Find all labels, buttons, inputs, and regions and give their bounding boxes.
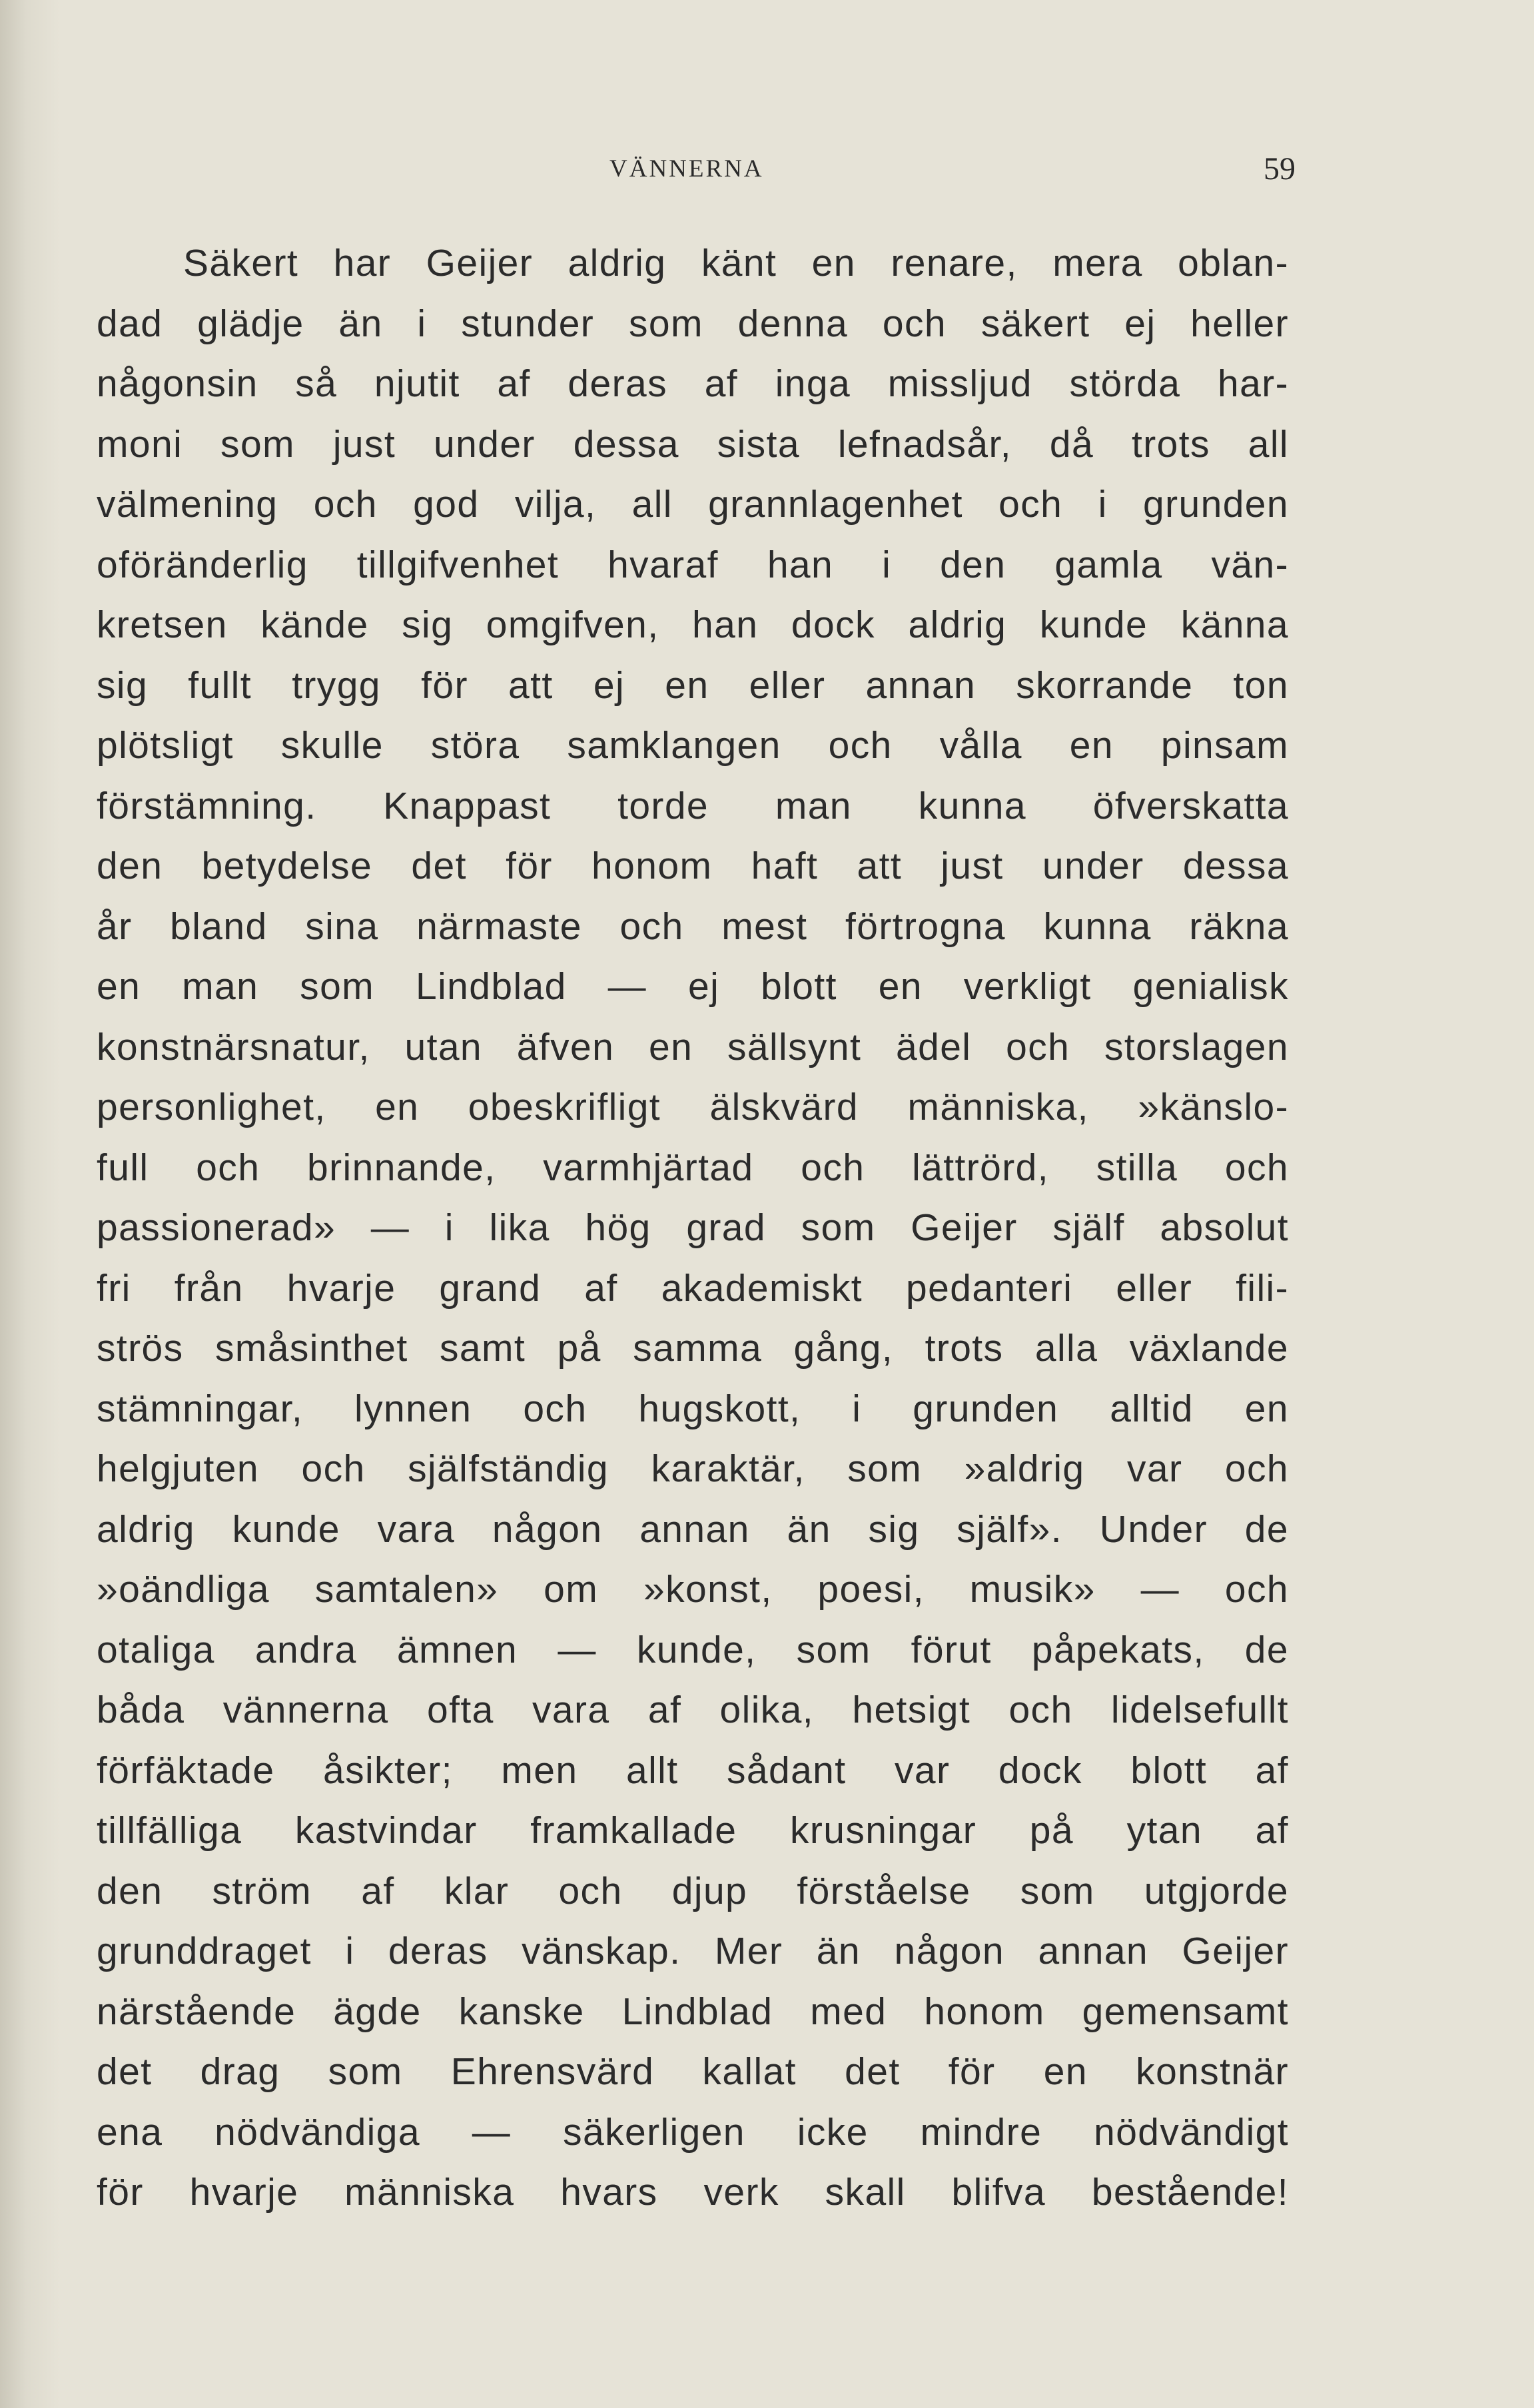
text-line: plötsligt skulle störa samklangen och vålla en pinsam [97,724,1289,767]
page-number: 59 [1264,151,1296,187]
text-line: full och brinnande, varmhjärtad och lättrörd, stilla och [97,1146,1289,1189]
text-line: välmening och god vilja, all grannlagenhet och i grunden [97,483,1289,526]
running-title: VÄNNERNA [609,155,764,183]
text-line: konstnärsnatur, utan äfven en sällsynt ädel och storslagen [97,1025,1289,1068]
text-line: den betydelse det för honom haft att just under dessa [97,845,1289,887]
text-line: dad glädje än i stunder som denna och säkert ej heller [97,302,1289,345]
text-line: passionerad» — i lika hög grad som Geijer själf absolut [97,1206,1289,1249]
text-line: personlighet, en obeskrifligt älskvärd människa, »känslo- [97,1086,1289,1128]
text-line: en man som Lindblad — ej blott en verkligt genialisk [97,965,1289,1008]
text-line: sig fullt trygg för att ej en eller annan skorrande ton [97,663,1289,707]
text-line: fri från hvarje grand af akademiskt pedanteri eller fili- [97,1266,1289,1310]
text-line: tillfälliga kastvindar framkallade krusningar på ytan af [97,1809,1289,1852]
body-text [97,233,1289,2223]
text-line: någonsin så njutit af deras af inga missljud störda har- [97,362,1289,405]
text-line: otaliga andra ämnen — kunde, som förut påpekats, de [97,1628,1289,1671]
text-line: kretsen kände sig omgifven, han dock aldrig kunde känna [97,603,1289,646]
text-line: för hvarje människa hvars verk skall blifva bestående! [97,2171,1289,2213]
text-line: stämningar, lynnen och hugskott, i grunden alltid en [97,1387,1289,1430]
text-line: grunddraget i deras vänskap. Mer än någon annan Geijer [97,1930,1289,1972]
text-line: förfäktade åsikter; men allt sådant var dock blott af [97,1749,1289,1792]
text-line: den ström af klar och djup förståelse som utgjorde [97,1869,1289,1912]
text-line: närstående ägde kanske Lindblad med honom gemensamt [97,1990,1289,2033]
text-line: oföränderlig tillgifvenhet hvaraf han i den gamla vän- [97,543,1289,586]
text-line: moni som just under dessa sista lefnadsår, då trots all [97,422,1289,466]
text-line: aldrig kunde vara någon annan än sig själf». Under de [97,1507,1289,1551]
text-line: ena nödvändiga — säkerligen icke mindre nödvändigt [97,2110,1289,2154]
text-line: Säkert har Geijer aldrig känt en renare, mera oblan- [183,242,1289,284]
text-line: år bland sina närmaste och mest förtrogna kunna räkna [97,905,1289,948]
text-line: förstämning. Knappast torde man kunna öfverskatta [97,784,1289,827]
text-line: helgjuten och själfständig karaktär, som »aldrig var och [97,1447,1289,1490]
text-line: det drag som Ehrensvärd kallat det för en konstnär [97,2050,1289,2093]
running-head [97,151,1296,195]
text-line: båda vännerna ofta vara af olika, hetsigt och lidelsefullt [97,1689,1289,1731]
text-line: »oändliga samtalen» om »konst, poesi, musik» — och [97,1568,1289,1611]
text-line: strös småsinthet samt på samma gång, trots alla växlande [97,1327,1289,1370]
